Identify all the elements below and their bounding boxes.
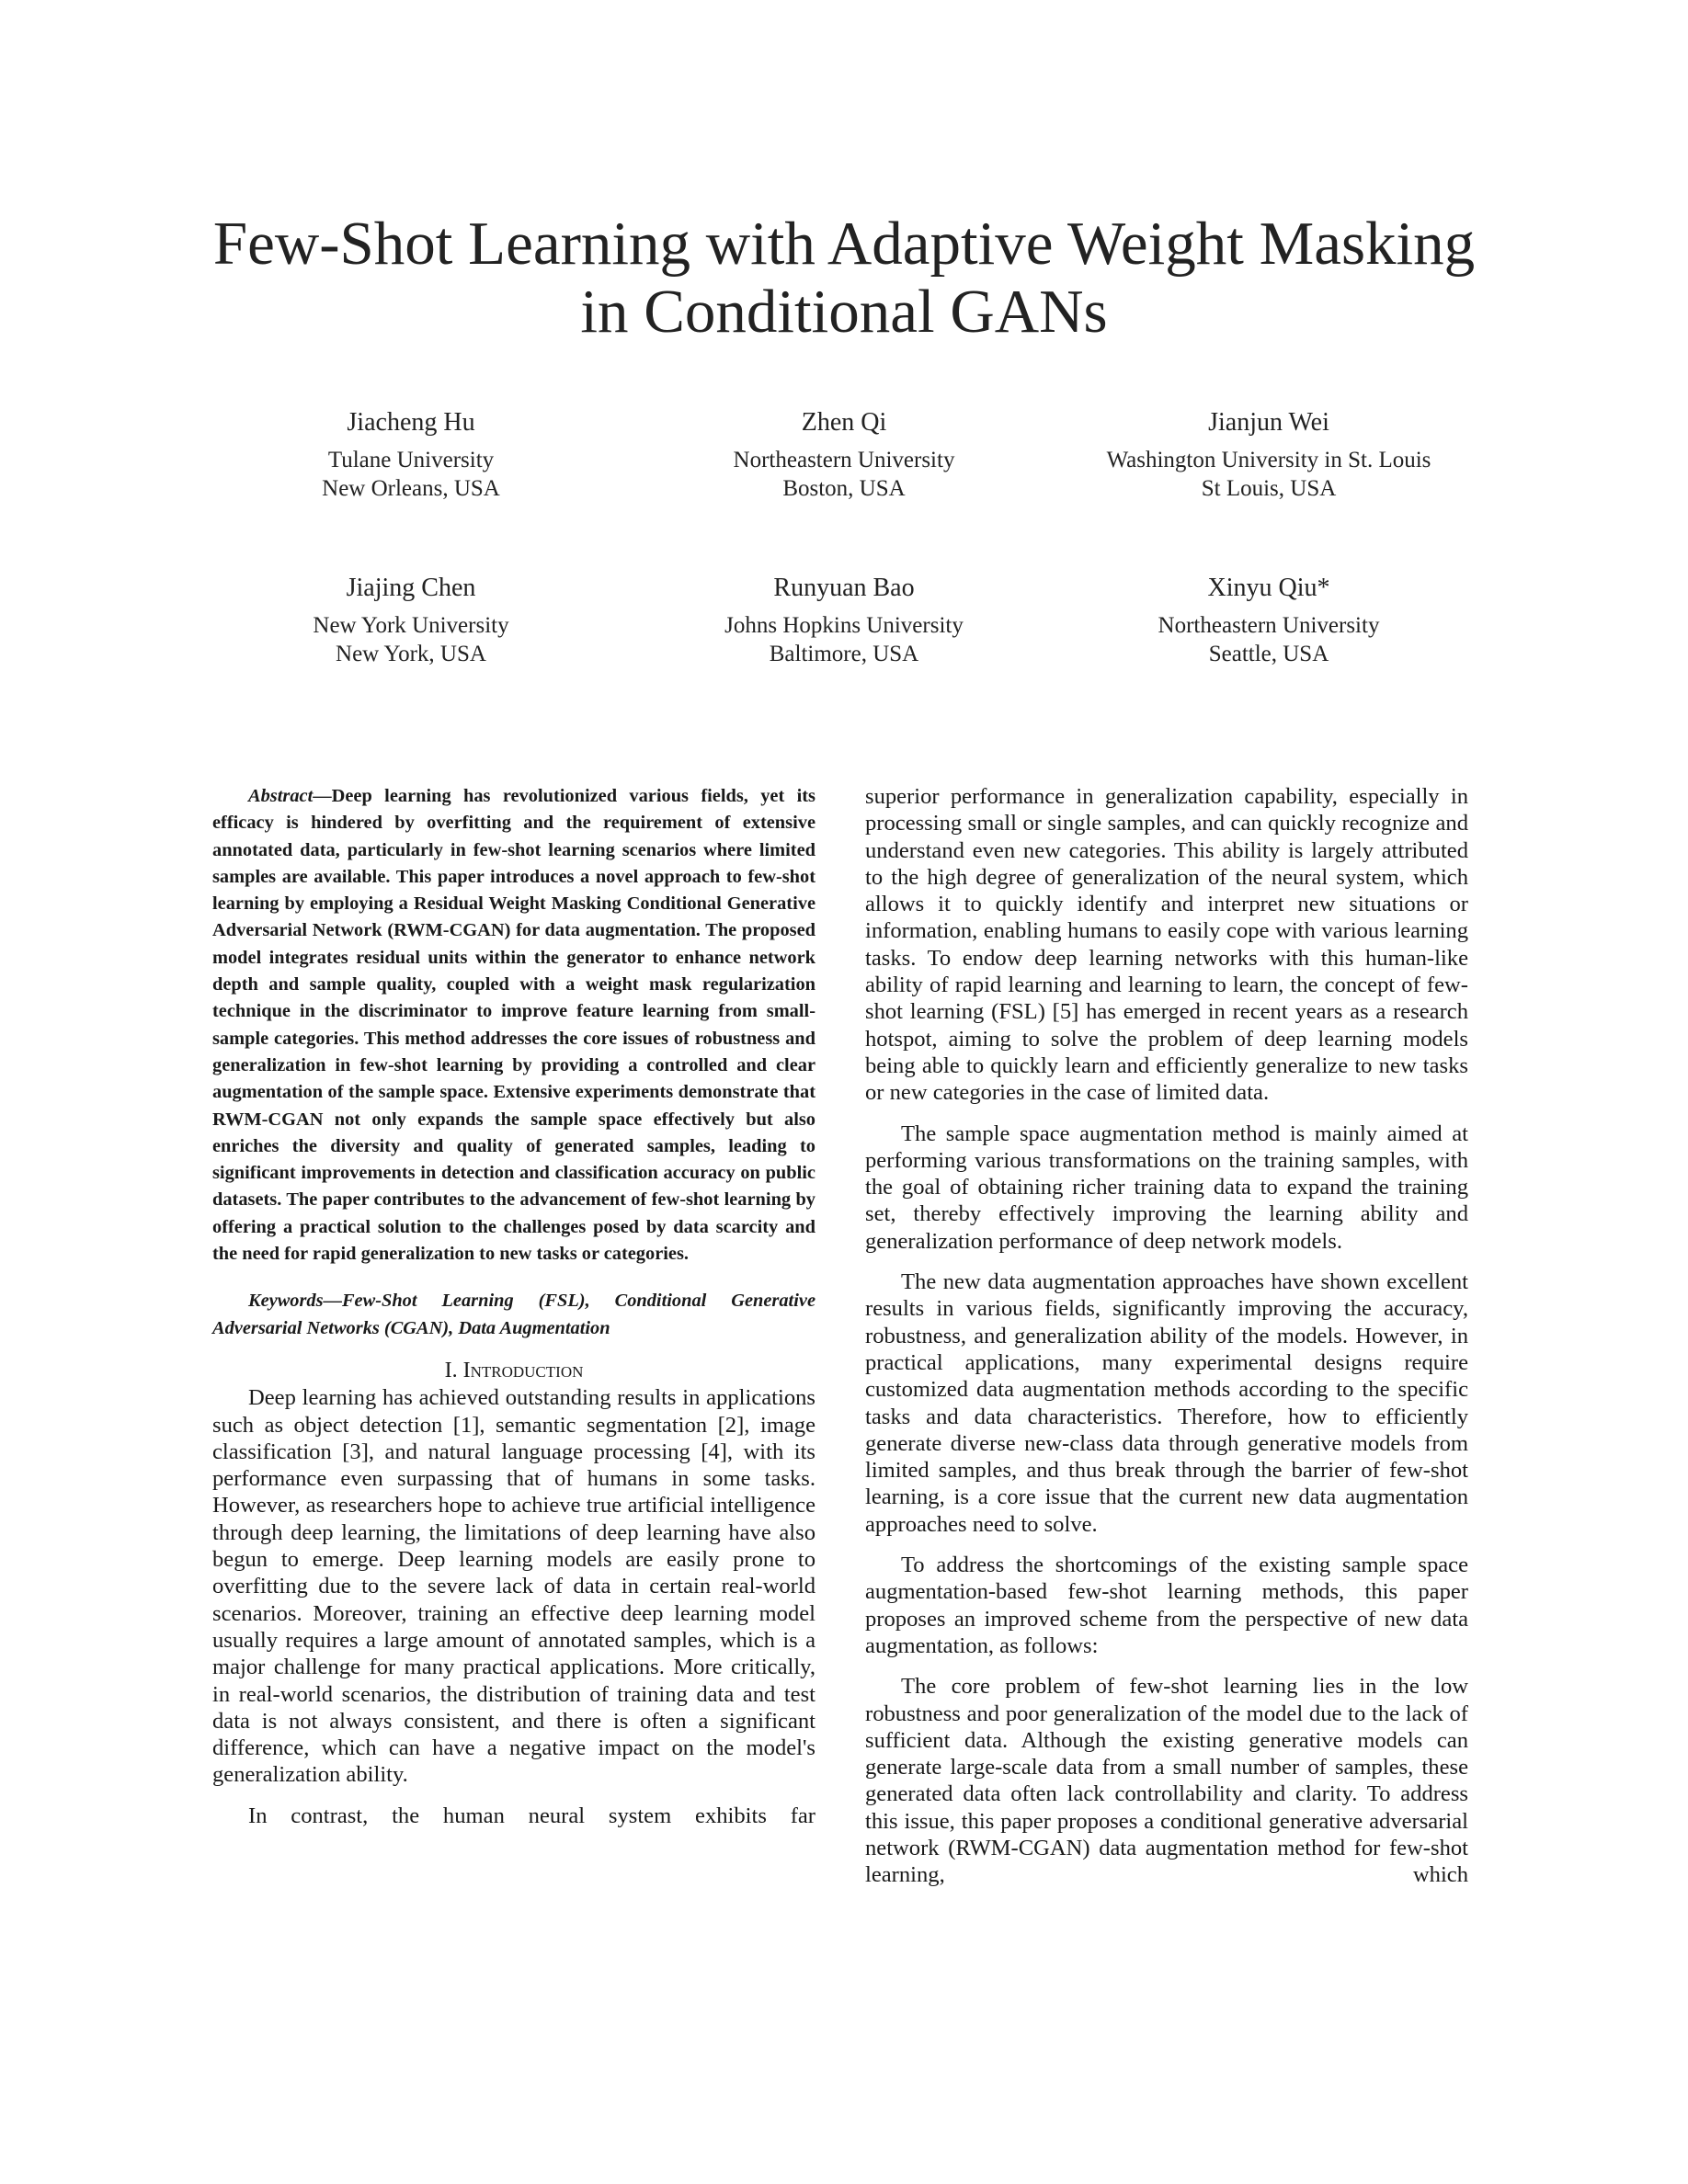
keywords: Keywords—Few-Shot Learning (FSL), Conditional Generative Adversarial Networks (CGAN), Data Augmentation [212,1291,815,1338]
author-block [1066,574,1471,668]
author-block [642,574,1046,668]
body-paragraph: The core problem of few-shot learning lies in the low robustness and poor generalization of the model due to the lack of sufficient data. Although the existing generative models can generate large-scale data from a small number of samples, these generated data often lack controllability and clarity. To address this issue, this paper proposes a conditional generative adversarial network (RWM-CGAN) data augmentation method for few-shot learning, which [865,1674,1468,1888]
author-location: New Orleans, USA [322,476,500,501]
author-affiliation: New York University [313,613,509,638]
author-block [642,408,1046,503]
author-location: Boston, USA [782,476,906,501]
paper-title-line2: in Conditional GANs [580,278,1108,346]
abstract-lead: Abstract [248,786,314,806]
left-column [212,783,815,1829]
body-paragraph: The sample space augmentation method is mainly aimed at performing various transformations on the training samples, with the goal of obtaining richer training data to expand the training set, thereby effectively improving the learning ability and generalization performance of deep network models. [865,1120,1468,1254]
abstract-dash: — [313,786,332,806]
author-affiliation: Tulane University [327,448,495,472]
author-location: New York, USA [336,642,486,666]
section-heading [212,1358,815,1384]
author-block [209,574,613,668]
author-affiliation: Northeastern University [733,448,955,472]
section-number: I. [444,1358,463,1382]
author-name: Jiajing Chen [346,574,476,602]
body-paragraph: superior performance in generalization capability, especially in processing small or single samples, and can quickly recognize and understand even new categories. This ability is largely attributed to the high degree of generalization of the neural system, which allows it to quickly identify and interpret new situations or information, enabling humans to easily cope with various learning tasks. To endow deep learning networks with this human-like ability of rapid learning and learning to learn, the concept of few-shot learning (FSL) [5] has emerged in recent years as a research hotspot, aiming to solve the problem of deep learning models being able to quickly learn and efficiently generalize to new tasks or new categories in the case of limited data. [865,784,1468,1106]
author-block [209,408,613,503]
body-paragraph: Deep learning has achieved outstanding results in applications such as object detection [1], semantic segmentation [2], image classification [3], and natural language processing [4], with its performance even surpassing that of humans in some tasks. However, as researchers hope to achieve true artificial intelligence through deep learning, the limitations of deep learning have also begun to emerge. Deep learning models are easily prone to overfitting due to the severe lack of data in certain real-world scenarios. Moreover, training an effective deep learning model usually requires a large amount of annotated samples, which is a major challenge for many practical applications. More critically, in real-world scenarios, the distribution of training data and test data is not always consistent, and there is often a significant difference, which can have a negative impact on the model's generalization ability. [212,1385,815,1788]
author-affiliation: Johns Hopkins University [724,613,964,638]
right-column [865,783,1468,1889]
author-location: Seattle, USA [1208,642,1329,666]
abstract-text: Deep learning has revolutionized various fields, yet its efficacy is hindered by overfitting and the requirement of extensive annotated data, particularly in few-shot learning scenarios where limited samples are available. This paper introduces a novel approach to few-shot learning by employing a Residual Weight Masking Conditional Generative Adversarial Network (RWM-CGAN) for data augmentation. The proposed model integrates residual units within the generator to enhance network depth and sample quality, coupled with a weight mask regularization technique in the discriminator to improve feature learning from small-sample categories. This method addresses the core issues of robustness and generalization in few-shot learning by providing a controlled and clear augmentation of the sample space. Extensive experiments demonstrate that RWM-CGAN not only expands the sample space effectively but also enriches the diversity and quality of generated samples, leading to significant improvements in detection and classification accuracy on public datasets. The paper contributes to the advancement of few-shot learning by offering a practical solution to the challenges posed by data scarcity and the need for rapid generalization to new tasks or categories. [212,786,815,1265]
body-paragraph: The new data augmentation approaches have shown excellent results in various fields, significantly improving the accuracy, robustness, and generalization ability of the models. However, in practical applications, many experimental designs require customized data augmentation methods according to the specific tasks and data characteristics. Therefore, how to efficiently generate diverse new-class data through generative models from limited samples, and thus break through the barrier of few-shot learning, is a core issue that the current new data augmentation approaches need to solve. [865,1269,1468,1537]
body-paragraph: In contrast, the human neural system exhibits far [248,1803,815,1828]
author-name: Xinyu Qiu* [1207,574,1330,602]
author-affiliation: Northeastern University [1158,613,1380,638]
author-name: Runyuan Bao [773,574,915,602]
section-title: Introduction [462,1358,584,1382]
author-name: Zhen Qi [801,408,887,437]
author-name: Jiacheng Hu [347,408,475,437]
author-location: Baltimore, USA [769,642,919,666]
author-name: Jianjun Wei [1208,408,1329,437]
author-location: St Louis, USA [1201,476,1337,501]
paper-title-line1: Few-Shot Learning with Adaptive Weight Masking [212,210,1476,278]
abstract [212,783,815,1268]
author-block [1066,408,1471,503]
body-paragraph: To address the shortcomings of the existing sample space augmentation-based few-shot learning methods, this paper proposes an improved scheme from the perspective of new data augmentation, as follows: [865,1553,1468,1658]
author-affiliation: Washington University in St. Louis [1106,448,1431,472]
paper-title [0,210,1688,346]
